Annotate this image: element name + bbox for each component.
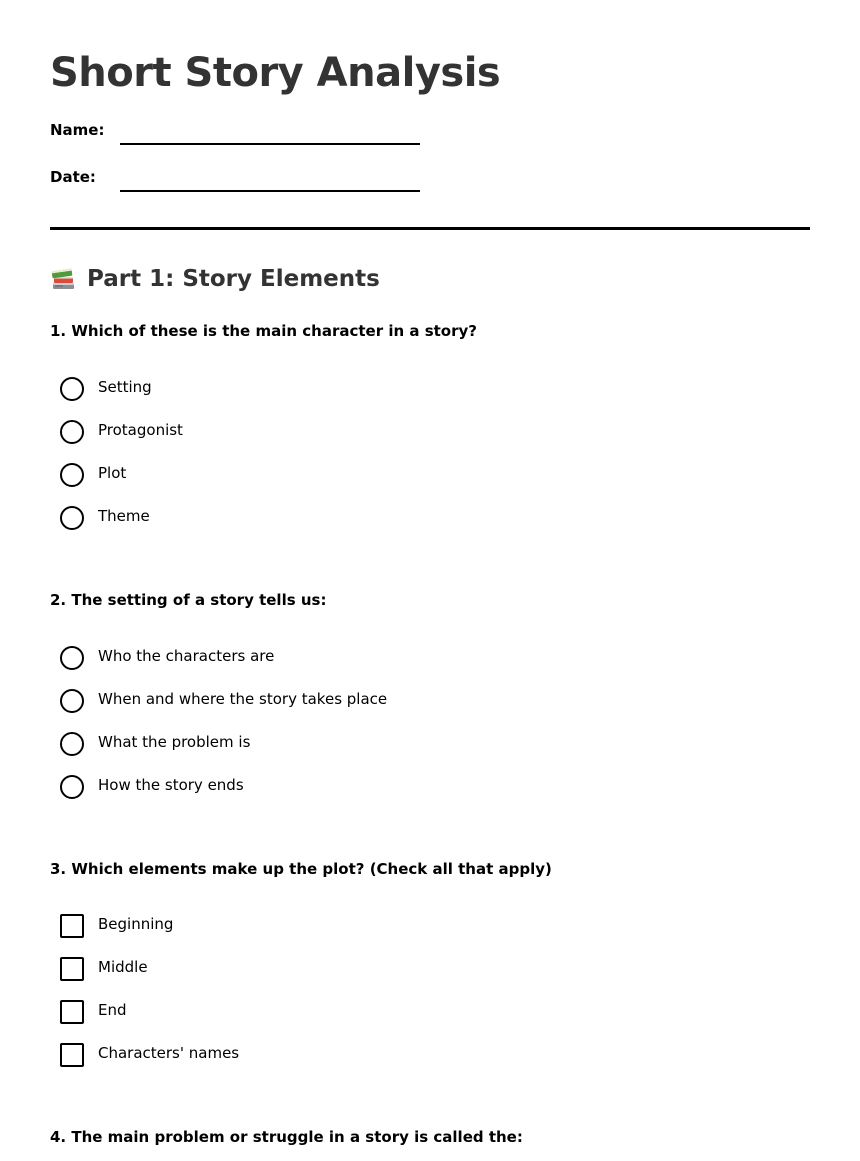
checkbox[interactable] (60, 914, 84, 938)
question-3 (50, 860, 552, 1062)
option[interactable] (60, 914, 239, 957)
option[interactable] (60, 1000, 239, 1043)
option-label: How the story ends (98, 776, 244, 794)
option-label: Protagonist (98, 421, 183, 439)
name-field (50, 118, 420, 148)
option-label: When and where the story takes place (98, 690, 388, 708)
checkbox[interactable] (60, 957, 84, 981)
question-text: 4. The main problem or struggle in a story is called the: (50, 1128, 523, 1146)
radio-button[interactable] (60, 775, 84, 799)
date-input-line[interactable] (120, 190, 420, 192)
option[interactable] (60, 463, 183, 506)
option[interactable] (60, 506, 183, 549)
option-label: What the problem is (98, 733, 251, 751)
name-label: Name: (50, 121, 105, 139)
checkbox[interactable] (60, 1043, 84, 1067)
question-text: 1. Which of these is the main character in a story? (50, 322, 477, 340)
option[interactable] (60, 646, 387, 689)
radio-button[interactable] (60, 689, 84, 713)
option[interactable] (60, 957, 239, 1000)
page-title: Short Story Analysis (50, 50, 501, 96)
option[interactable] (60, 377, 183, 420)
question-2 (50, 591, 388, 794)
option-label: Characters' names (98, 1044, 240, 1062)
checkbox[interactable] (60, 1000, 84, 1024)
option-label: Middle (98, 958, 148, 976)
radio-button[interactable] (60, 463, 84, 487)
radio-button[interactable] (60, 732, 84, 756)
answer-options (60, 377, 183, 549)
option[interactable] (60, 775, 387, 818)
books-icon (50, 266, 76, 292)
section-title: Part 1: Story Elements (87, 266, 380, 292)
question-text: 2. The setting of a story tells us: (50, 591, 327, 609)
section-heading (50, 266, 380, 292)
question-4 (50, 1128, 523, 1146)
radio-button[interactable] (60, 377, 84, 401)
option[interactable] (60, 732, 387, 775)
option-label: Theme (98, 507, 150, 525)
radio-button[interactable] (60, 506, 84, 530)
option[interactable] (60, 1043, 239, 1086)
question-text: 3. Which elements make up the plot? (Check all that apply) (50, 860, 552, 878)
option-label: Who the characters are (98, 647, 275, 665)
option[interactable] (60, 420, 183, 463)
radio-button[interactable] (60, 420, 84, 444)
question-1 (50, 322, 477, 525)
option[interactable] (60, 689, 387, 732)
name-input-line[interactable] (120, 143, 420, 145)
radio-button[interactable] (60, 646, 84, 670)
option-label: Beginning (98, 915, 174, 933)
date-label: Date: (50, 168, 96, 186)
option-label: Plot (98, 464, 127, 482)
header-divider (50, 227, 810, 230)
option-label: End (98, 1001, 127, 1019)
option-label: Setting (98, 378, 152, 396)
date-field (50, 165, 420, 195)
answer-options (60, 914, 239, 1086)
answer-options (60, 646, 387, 818)
